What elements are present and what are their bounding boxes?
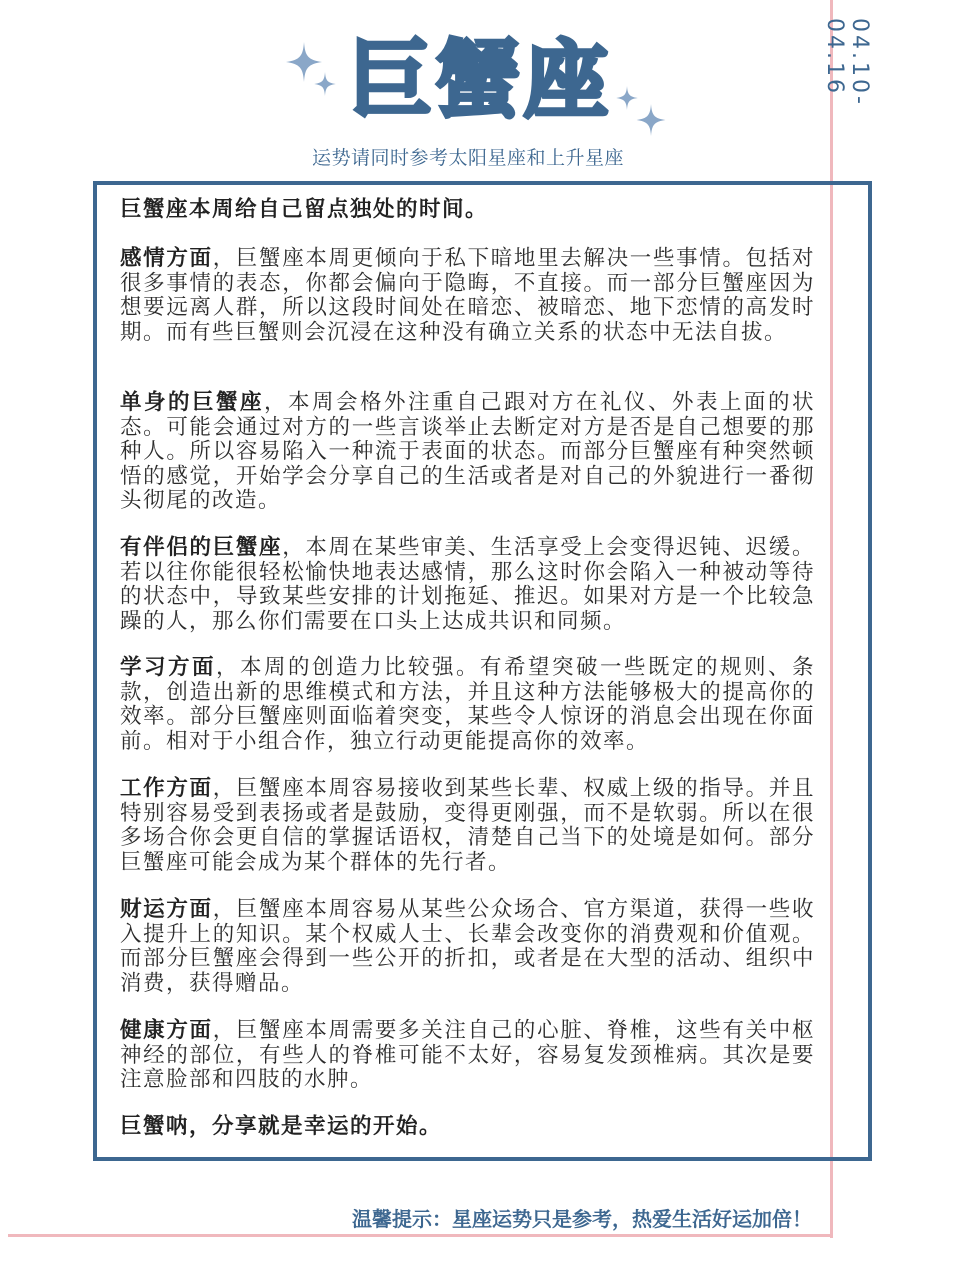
partnered-paragraph	[120, 536, 815, 634]
love-heading: 感情方面	[120, 246, 213, 271]
footer-tip: 温馨提示：星座运势只是参考，热爱生活好运加倍！	[352, 1207, 812, 1231]
love-paragraph	[120, 247, 815, 345]
outro-paragraph	[120, 1115, 815, 1140]
study-text: ，本周的创造力比较强。有希望突破一些既定的规则、条款，创造出新的思维模式和方法，并且这种方法能够极大的提高你的效率。部分巨蟹座则面临着突变，某些令人惊讶的消息会出现在你面前。相对于小组合作，独立行动更能提高你的效率。	[120, 655, 815, 754]
intro-paragraph	[120, 198, 815, 223]
work-text: ，巨蟹座本周容易接收到某些长辈、权威上级的指导。并且特别容易受到表扬或者是鼓励，变得更刚强，而不是软弱。所以在很多场合你会更自信的掌握话语权，清楚自己当下的处境是如何。部分巨蟹座可能会成为某个群体的先行者。	[120, 776, 815, 875]
wealth-paragraph	[120, 898, 815, 996]
partnered-heading: 有伴侣的巨蟹座	[120, 535, 283, 560]
single-text: ，本周会格外注重自己跟对方在礼仪、外表上面的状态。可能会通过对方的一些言谈举止去断定对方是否是自己想要的那种人。所以容易陷入一种流于表面的状态。而部分巨蟹座有种突然顿悟的感觉，开始学会分享自己的生活或者是对自己的外貌进行一番彻头彻尾的改造。	[120, 390, 815, 513]
health-paragraph	[120, 1019, 815, 1093]
outro-text: 巨蟹呐，分享就是幸运的开始。	[120, 1114, 443, 1139]
study-heading: 学习方面	[120, 655, 216, 680]
wealth-text: ，巨蟹座本周容易从某些公众场合、官方渠道，获得一些收入提升上的知识。某个权威人士、长辈会改变你的消费观和价值观。而部分巨蟹座会得到一些公开的折扣，或者是在大型的活动、组织中消费，获得赠品。	[120, 897, 815, 996]
study-paragraph	[120, 656, 815, 754]
page-subtitle: 运势请同时参考太阳星座和上升星座	[311, 147, 624, 169]
pink-horizontal-line	[8, 1234, 833, 1237]
intro-text: 巨蟹座本周给自己留点独处的时间。	[120, 197, 489, 222]
work-heading: 工作方面	[120, 776, 213, 801]
work-paragraph	[120, 777, 815, 875]
single-paragraph	[120, 391, 815, 514]
love-text: ，巨蟹座本周更倾向于私下暗地里去解决一些事情。包括对很多事情的表态，你都会偏向于隐晦，不直接。而一部分巨蟹座因为想要远离人群，所以这段时间处在暗恋、被暗恋、地下恋情的高发时期。而有些巨蟹则会沉浸在这种没有确立关系的状态中无法自拔。	[120, 246, 815, 345]
health-text: ，巨蟹座本周需要多关注自己的心脏、脊椎，这些有关中枢神经的部位，有些人的脊椎可能不太好，容易复发颈椎病。其次是要注意脸部和四肢的水肿。	[120, 1018, 815, 1092]
date-range: 04.10-04.16	[822, 18, 872, 107]
wealth-heading: 财运方面	[120, 897, 213, 922]
partnered-text: ，本周在某些审美、生活享受上会变得迟钝、迟缓。若以往你能很轻松愉快地表达感情，那么这时你会陷入一种被动等待的状态中，导致某些安排的计划拖延、推迟。如果对方是一个比较急躁的人，那么你们需要在口头上达成共识和同频。	[120, 535, 815, 634]
health-heading: 健康方面	[120, 1018, 213, 1043]
page-title: 巨蟹座	[347, 31, 612, 129]
single-heading: 单身的巨蟹座	[120, 390, 264, 415]
